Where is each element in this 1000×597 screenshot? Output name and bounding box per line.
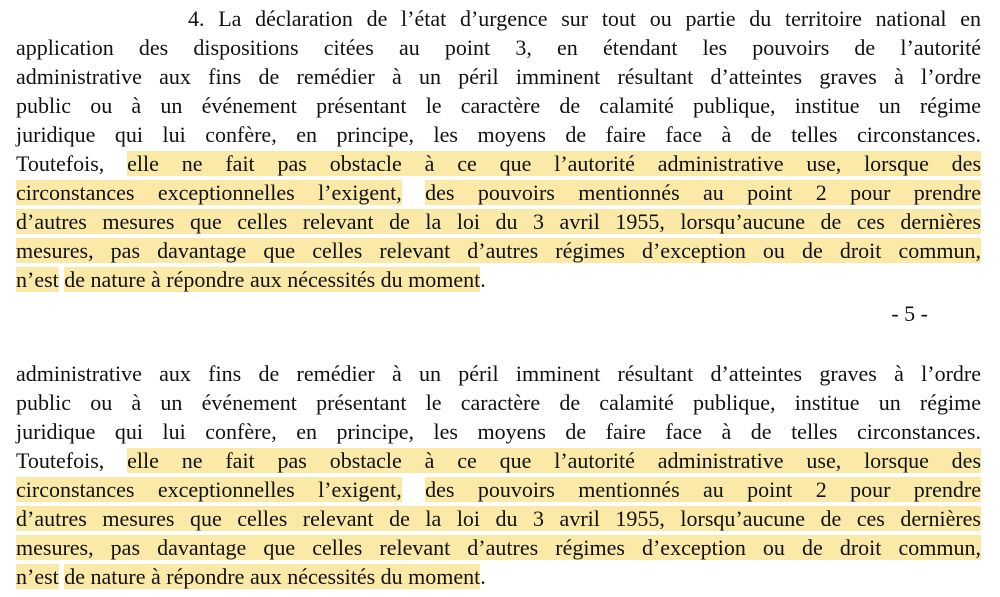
plain-text: . — [480, 267, 486, 292]
plain-text: . — [480, 564, 486, 589]
text-line: juridique qui lui confère, en principe, les moyens de faire face à de telles circonstances. — [16, 419, 981, 444]
text-line: 4. La déclaration de l’état d’urgence sur tout ou partie du territoire national en — [188, 6, 981, 31]
highlighted-text: elle ne fait pas obstacle à ce que l’autorité administrative use, lorsque des — [127, 151, 982, 176]
text-line — [16, 475, 981, 504]
text-line — [16, 562, 981, 591]
plain-text: Toutefois, — [16, 448, 128, 473]
paragraph-block-2 — [16, 359, 981, 591]
highlighted-text: n’est — [16, 564, 59, 589]
text-line — [16, 533, 981, 562]
plain-text — [402, 180, 425, 205]
text-line — [16, 207, 981, 236]
highlighted-text: mesures, pas davantage que celles relevant d’autres régimes d’exception ou de droit commun, — [16, 535, 981, 560]
highlighted-text: elle ne fait pas obstacle à ce que l’autorité administrative use, lorsque des — [127, 448, 982, 473]
text-line: public ou à un événement présentant le caractère de calamité publique, institue un régime — [16, 390, 981, 415]
highlighted-text: circonstances exceptionnelles l’exigent, — [16, 180, 402, 205]
plain-text — [402, 477, 425, 502]
text-line: public ou à un événement présentant le caractère de calamité publique, institue un régime — [16, 93, 981, 118]
text-line: juridique qui lui confère, en principe, les moyens de faire face à de telles circonstances. — [16, 122, 981, 147]
highlighted-text: d’autres mesures que celles relevant de la loi du 3 avril 1955, lorsqu’aucune de ces dernières — [16, 209, 981, 234]
highlighted-text: de nature à répondre aux nécessités du moment — [64, 267, 481, 292]
text-line — [16, 236, 981, 265]
text-line: administrative aux fins de remédier à un péril imminent résultant d’atteintes graves à l’ordre — [16, 361, 981, 386]
page-number: - 5 - — [891, 301, 928, 326]
plain-text: Toutefois, — [16, 151, 128, 176]
text-line: administrative aux fins de remédier à un péril imminent résultant d’atteintes graves à l’ordre — [16, 64, 981, 89]
text-line — [16, 149, 981, 178]
text-line — [16, 504, 981, 533]
highlighted-text: d’autres mesures que celles relevant de la loi du 3 avril 1955, lorsqu’aucune de ces dernières — [16, 506, 981, 531]
highlighted-text: des pouvoirs mentionnés au point 2 pour prendre — [425, 180, 981, 205]
text-line — [16, 178, 981, 207]
highlighted-text: n’est — [16, 267, 59, 292]
highlighted-text: des pouvoirs mentionnés au point 2 pour prendre — [425, 477, 981, 502]
text-line: application des dispositions citées au point 3, en étendant les pouvoirs de l’autorité — [16, 35, 981, 60]
paragraph-block-1 — [16, 4, 981, 294]
text-line — [16, 446, 981, 475]
highlighted-text: mesures, pas davantage que celles relevant d’autres régimes d’exception ou de droit commun, — [16, 238, 981, 263]
text-line — [16, 265, 981, 294]
highlighted-text: circonstances exceptionnelles l’exigent, — [16, 477, 402, 502]
highlighted-text: de nature à répondre aux nécessités du moment — [64, 564, 481, 589]
